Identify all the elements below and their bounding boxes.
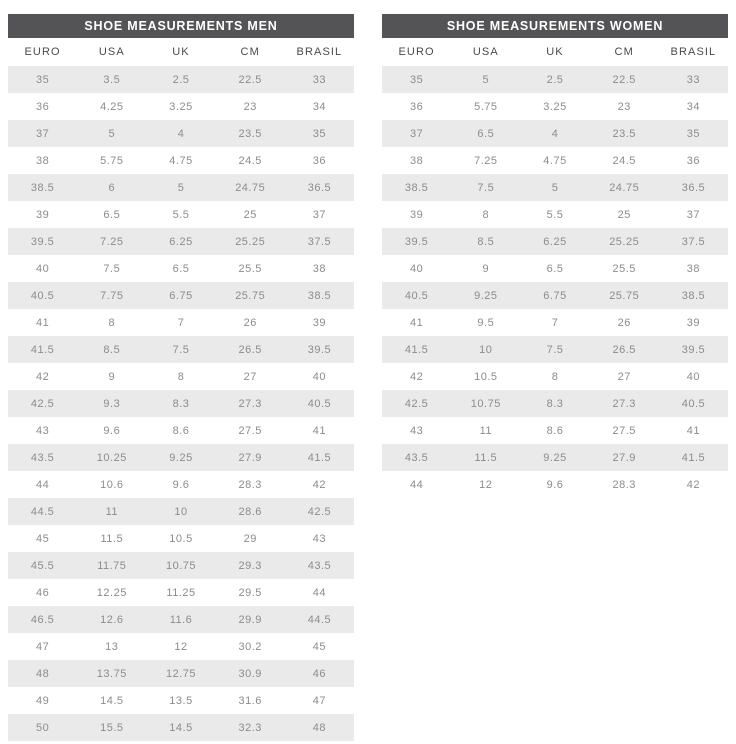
table-cell: 6.75 <box>543 289 567 302</box>
table-cell: 6.5 <box>172 262 190 275</box>
table-cell: 46 <box>35 586 50 599</box>
table-cell: 39.5 <box>30 235 55 248</box>
table-row <box>8 498 354 525</box>
table-cell: 14.5 <box>100 694 124 707</box>
table-cell: 44 <box>312 586 327 599</box>
table-cell: 43.5 <box>30 451 55 464</box>
table-cell: 5 <box>551 181 559 194</box>
table-cell: 37 <box>312 208 327 221</box>
table-cell: 4 <box>551 127 559 140</box>
men-column-headers <box>8 38 354 66</box>
table-cell: 25.5 <box>612 262 636 275</box>
table-cell: 15.5 <box>100 721 124 734</box>
table-cell: 29.3 <box>238 559 262 572</box>
table-cell: 9.6 <box>103 424 121 437</box>
table-cell: 40 <box>686 370 701 383</box>
table-cell: 25.25 <box>235 235 266 248</box>
table-cell: 39.5 <box>681 343 706 356</box>
men-table-rows <box>8 66 354 741</box>
table-cell: 27.9 <box>238 451 262 464</box>
table-row <box>382 228 728 255</box>
table-cell: 33 <box>312 73 327 86</box>
table-cell: 41.5 <box>30 343 55 356</box>
table-cell: 5.5 <box>546 208 564 221</box>
table-cell: 10 <box>479 343 493 356</box>
table-cell: 11.5 <box>100 532 124 545</box>
table-cell: 24.5 <box>238 154 262 167</box>
table-cell: 43.5 <box>307 559 332 572</box>
table-cell: 41 <box>686 424 701 437</box>
table-cell: 24.5 <box>612 154 636 167</box>
column-header: UK <box>172 46 190 58</box>
table-row <box>8 174 354 201</box>
table-cell: 42 <box>409 370 424 383</box>
table-cell: 36 <box>35 100 50 113</box>
table-cell: 40 <box>409 262 424 275</box>
table-cell: 38.5 <box>681 289 706 302</box>
table-cell: 42 <box>35 370 50 383</box>
table-cell: 40.5 <box>681 397 706 410</box>
table-row <box>382 336 728 363</box>
table-cell: 37 <box>686 208 701 221</box>
table-cell: 30.2 <box>238 640 262 653</box>
table-cell: 24.75 <box>235 181 266 194</box>
women-size-table <box>382 14 728 498</box>
table-cell: 36 <box>686 154 701 167</box>
table-cell: 27.5 <box>612 424 636 437</box>
table-cell: 7.25 <box>100 235 124 248</box>
table-cell: 38 <box>686 262 701 275</box>
table-cell: 10.6 <box>100 478 124 491</box>
table-cell: 7.5 <box>103 262 121 275</box>
column-header: BRASIL <box>296 46 343 58</box>
table-cell: 38 <box>409 154 424 167</box>
column-header: CM <box>240 46 260 58</box>
table-cell: 6 <box>108 181 116 194</box>
table-cell: 48 <box>312 721 327 734</box>
table-row <box>382 255 728 282</box>
table-cell: 39 <box>409 208 424 221</box>
table-cell: 42 <box>686 478 701 491</box>
table-cell: 7.5 <box>546 343 564 356</box>
table-cell: 35 <box>686 127 701 140</box>
table-cell: 34 <box>686 100 701 113</box>
table-cell: 43 <box>409 424 424 437</box>
table-row <box>8 687 354 714</box>
table-cell: 7 <box>177 316 185 329</box>
table-cell: 27.3 <box>612 397 636 410</box>
table-cell: 36 <box>409 100 424 113</box>
table-row <box>382 174 728 201</box>
table-cell: 9.25 <box>543 451 567 464</box>
table-cell: 42 <box>312 478 327 491</box>
table-cell: 11.25 <box>166 586 196 599</box>
table-cell: 28.3 <box>612 478 636 491</box>
table-row <box>8 417 354 444</box>
table-cell: 22.5 <box>612 73 636 86</box>
table-cell: 11.75 <box>97 559 127 572</box>
table-row <box>8 363 354 390</box>
table-cell: 38 <box>35 154 50 167</box>
table-cell: 23 <box>617 100 631 113</box>
table-row <box>382 147 728 174</box>
table-cell: 36.5 <box>307 181 332 194</box>
table-row <box>382 417 728 444</box>
table-cell: 11.5 <box>474 451 498 464</box>
table-cell: 32.3 <box>238 721 262 734</box>
table-cell: 41 <box>35 316 50 329</box>
table-cell: 10.5 <box>474 370 498 383</box>
table-cell: 41 <box>312 424 327 437</box>
table-row <box>8 633 354 660</box>
table-cell: 4.75 <box>169 154 193 167</box>
table-cell: 7.25 <box>474 154 498 167</box>
table-cell: 24.75 <box>609 181 640 194</box>
table-cell: 8.3 <box>546 397 564 410</box>
table-cell: 46.5 <box>30 613 55 626</box>
table-cell: 9.25 <box>474 289 498 302</box>
table-cell: 7 <box>551 316 559 329</box>
table-row <box>382 444 728 471</box>
table-cell: 5 <box>177 181 185 194</box>
table-cell: 40.5 <box>30 289 55 302</box>
table-cell: 23 <box>243 100 257 113</box>
table-cell: 13.75 <box>96 667 127 680</box>
table-cell: 10.75 <box>165 559 197 572</box>
table-cell: 3.5 <box>103 73 121 86</box>
table-cell: 5.75 <box>100 154 124 167</box>
table-cell: 6.5 <box>103 208 121 221</box>
table-row <box>8 120 354 147</box>
table-cell: 35 <box>35 73 50 86</box>
table-row <box>382 120 728 147</box>
table-cell: 46 <box>312 667 327 680</box>
table-cell: 40 <box>35 262 50 275</box>
table-cell: 5 <box>108 127 116 140</box>
column-header: UK <box>546 46 564 58</box>
table-cell: 45.5 <box>30 559 55 572</box>
table-row <box>8 606 354 633</box>
table-cell: 11.6 <box>169 613 193 626</box>
table-row <box>8 660 354 687</box>
table-cell: 47 <box>35 640 50 653</box>
table-cell: 37 <box>35 127 50 140</box>
table-cell: 25 <box>243 208 257 221</box>
table-cell: 27 <box>243 370 257 383</box>
table-cell: 26.5 <box>238 343 262 356</box>
table-cell: 39.5 <box>307 343 332 356</box>
table-cell: 2.5 <box>546 73 564 86</box>
table-cell: 43 <box>312 532 327 545</box>
table-row <box>8 444 354 471</box>
table-cell: 37 <box>409 127 424 140</box>
column-header: EURO <box>398 46 435 58</box>
table-cell: 9 <box>108 370 116 383</box>
table-cell: 27.5 <box>238 424 262 437</box>
table-cell: 49 <box>35 694 50 707</box>
table-cell: 8 <box>177 370 185 383</box>
table-cell: 38.5 <box>307 289 332 302</box>
table-cell: 23.5 <box>612 127 636 140</box>
women-column-headers <box>382 38 728 66</box>
table-row <box>8 309 354 336</box>
table-cell: 5 <box>482 73 490 86</box>
table-cell: 6.5 <box>546 262 564 275</box>
table-cell: 7.75 <box>100 289 124 302</box>
table-cell: 26.5 <box>612 343 636 356</box>
table-cell: 8.6 <box>546 424 564 437</box>
table-row <box>8 714 354 741</box>
table-cell: 43.5 <box>404 451 429 464</box>
table-cell: 25.25 <box>609 235 640 248</box>
table-cell: 9 <box>482 262 490 275</box>
table-cell: 41.5 <box>681 451 706 464</box>
table-cell: 39 <box>686 316 701 329</box>
table-cell: 41 <box>409 316 424 329</box>
table-cell: 35 <box>409 73 424 86</box>
women-table-rows <box>382 66 728 498</box>
table-cell: 38 <box>312 262 327 275</box>
table-cell: 13 <box>105 640 119 653</box>
table-cell: 30.9 <box>238 667 262 680</box>
table-cell: 6.25 <box>169 235 193 248</box>
column-header: EURO <box>24 46 61 58</box>
table-cell: 50 <box>35 721 50 734</box>
table-cell: 10.25 <box>96 451 127 464</box>
table-cell: 34 <box>312 100 327 113</box>
table-cell: 13.5 <box>169 694 193 707</box>
men-size-table <box>8 14 354 741</box>
table-cell: 26 <box>617 316 631 329</box>
table-cell: 6.25 <box>543 235 567 248</box>
table-row <box>8 228 354 255</box>
table-cell: 29 <box>243 532 257 545</box>
table-row <box>8 201 354 228</box>
table-row <box>8 471 354 498</box>
table-cell: 6.5 <box>477 127 495 140</box>
table-cell: 9.3 <box>103 397 121 410</box>
table-cell: 7.5 <box>477 181 495 194</box>
table-row <box>8 93 354 120</box>
column-header: BRASIL <box>670 46 717 58</box>
table-row <box>382 471 728 498</box>
table-cell: 38.5 <box>404 181 429 194</box>
table-cell: 10.5 <box>169 532 193 545</box>
table-cell: 29.9 <box>238 613 262 626</box>
table-row <box>382 282 728 309</box>
table-cell: 27 <box>617 370 631 383</box>
table-cell: 7.5 <box>172 343 190 356</box>
men-table-title: SHOE MEASUREMENTS MEN <box>8 14 354 38</box>
table-cell: 39 <box>312 316 327 329</box>
table-cell: 41.5 <box>307 451 332 464</box>
table-cell: 45 <box>312 640 327 653</box>
table-row <box>8 525 354 552</box>
table-cell: 8.5 <box>103 343 121 356</box>
table-cell: 39.5 <box>404 235 429 248</box>
table-cell: 25.5 <box>238 262 262 275</box>
table-cell: 27.3 <box>238 397 262 410</box>
table-row <box>8 390 354 417</box>
table-cell: 41.5 <box>404 343 429 356</box>
table-cell: 9.5 <box>477 316 495 329</box>
table-row <box>382 309 728 336</box>
table-cell: 3.25 <box>543 100 567 113</box>
table-cell: 39 <box>35 208 50 221</box>
table-row <box>382 390 728 417</box>
table-cell: 4.25 <box>100 100 124 113</box>
table-cell: 4.75 <box>543 154 567 167</box>
table-cell: 9.6 <box>172 478 190 491</box>
table-cell: 42.5 <box>307 505 332 518</box>
table-cell: 28.6 <box>238 505 262 518</box>
table-cell: 8 <box>482 208 490 221</box>
table-cell: 9.25 <box>169 451 193 464</box>
table-cell: 12.75 <box>165 667 197 680</box>
table-cell: 42.5 <box>404 397 429 410</box>
table-row <box>8 336 354 363</box>
table-cell: 45 <box>35 532 50 545</box>
table-cell: 8 <box>108 316 116 329</box>
table-cell: 10 <box>174 505 188 518</box>
table-row <box>382 363 728 390</box>
table-cell: 5.5 <box>172 208 190 221</box>
table-cell: 40 <box>312 370 327 383</box>
table-cell: 23.5 <box>238 127 262 140</box>
table-row <box>382 201 728 228</box>
table-cell: 40.5 <box>307 397 332 410</box>
table-cell: 5.75 <box>474 100 498 113</box>
table-cell: 44 <box>35 478 50 491</box>
women-table-title: SHOE MEASUREMENTS WOMEN <box>382 14 728 38</box>
table-cell: 36 <box>312 154 327 167</box>
table-cell: 12 <box>479 478 493 491</box>
column-header: USA <box>472 46 499 58</box>
table-cell: 26 <box>243 316 257 329</box>
table-row <box>8 147 354 174</box>
table-cell: 9.6 <box>546 478 564 491</box>
table-cell: 35 <box>312 127 327 140</box>
table-cell: 12 <box>174 640 188 653</box>
table-cell: 3.25 <box>169 100 193 113</box>
table-row <box>8 282 354 309</box>
table-cell: 8.3 <box>172 397 190 410</box>
table-cell: 12.6 <box>100 613 124 626</box>
column-header: CM <box>614 46 634 58</box>
table-cell: 22.5 <box>238 73 262 86</box>
table-cell: 37.5 <box>307 235 332 248</box>
table-cell: 12.25 <box>96 586 127 599</box>
table-cell: 4 <box>177 127 185 140</box>
table-cell: 36.5 <box>681 181 706 194</box>
table-cell: 14.5 <box>169 721 193 734</box>
table-cell: 11 <box>105 505 119 518</box>
table-cell: 29.5 <box>238 586 262 599</box>
table-cell: 28.3 <box>238 478 262 491</box>
table-cell: 40.5 <box>404 289 429 302</box>
table-row <box>382 66 728 93</box>
table-cell: 8.6 <box>172 424 190 437</box>
table-cell: 42.5 <box>30 397 55 410</box>
table-cell: 44 <box>409 478 424 491</box>
table-row <box>8 255 354 282</box>
table-cell: 10.75 <box>470 397 501 410</box>
table-cell: 33 <box>686 73 701 86</box>
table-cell: 6.75 <box>169 289 193 302</box>
table-cell: 38.5 <box>30 181 55 194</box>
table-cell: 44.5 <box>307 613 332 626</box>
table-row <box>8 552 354 579</box>
table-cell: 11 <box>479 424 493 437</box>
table-cell: 31.6 <box>238 694 262 707</box>
table-cell: 25.75 <box>235 289 266 302</box>
table-cell: 37.5 <box>681 235 706 248</box>
column-header: USA <box>98 46 125 58</box>
table-cell: 8.5 <box>477 235 495 248</box>
table-row <box>382 93 728 120</box>
table-cell: 25.75 <box>609 289 640 302</box>
table-cell: 47 <box>312 694 327 707</box>
table-cell: 25 <box>617 208 631 221</box>
table-row <box>8 579 354 606</box>
table-cell: 8 <box>551 370 559 383</box>
table-cell: 44.5 <box>30 505 55 518</box>
table-cell: 48 <box>35 667 50 680</box>
table-cell: 43 <box>35 424 50 437</box>
table-cell: 2.5 <box>172 73 190 86</box>
table-cell: 27.9 <box>612 451 636 464</box>
table-row <box>8 66 354 93</box>
